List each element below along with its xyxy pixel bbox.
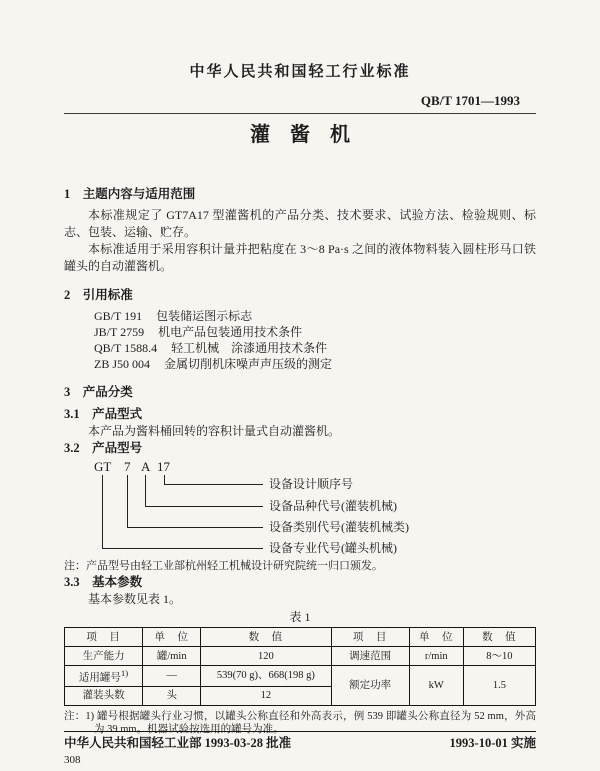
section-3-3-heading: 3.3 基本参数 <box>64 575 143 589</box>
table-cell: 调速范围 <box>331 647 409 666</box>
basic-parameters-table <box>64 627 536 706</box>
diagram-label: 设备类别代号(灌装机械类) <box>269 520 409 534</box>
footer-line <box>64 735 536 751</box>
diagram-label: 设备专业代号(罐头机械) <box>269 541 397 555</box>
page-footer <box>64 731 536 766</box>
table-row <box>65 666 536 687</box>
footer-rule <box>64 731 536 732</box>
table-header-cell: 数 值 <box>463 628 535 647</box>
diagram-label: 设备设计顺序号 <box>269 477 354 491</box>
table-cell: r/min <box>409 647 463 666</box>
implementation-text: 1993-10-01 实施 <box>449 736 536 750</box>
standard-type-title: 中华人民共和国轻工行业标准 <box>189 64 411 80</box>
table-cell: 120 <box>201 647 331 666</box>
section-1-heading: 1 主题内容与适用范围 <box>64 187 196 201</box>
reference-item <box>94 356 536 372</box>
table-cell: 罐/min <box>143 647 201 666</box>
table-cell <box>65 666 143 687</box>
standard-number: QB/T 1701—1993 <box>420 93 520 108</box>
reference-title: 轻工机械 涂漆通用技术条件 <box>171 341 328 355</box>
table-caption: 表 1 <box>289 610 311 624</box>
reference-code: ZB J50 004 <box>94 357 151 371</box>
table-header-cell: 项 目 <box>331 628 409 647</box>
reference-title: 金属切削机床噪声声压级的测定 <box>164 357 333 371</box>
table-header-cell: 项 目 <box>65 628 143 647</box>
table-cell: 8～10 <box>463 647 535 666</box>
section-3-1-heading: 3.1 产品型式 <box>64 407 143 421</box>
table-cell: 1.5 <box>463 666 535 706</box>
table-cell: 12 <box>201 686 331 705</box>
reference-code: GB/T 191 <box>94 309 143 323</box>
model-code-segment: GT <box>94 459 112 474</box>
reference-item <box>94 340 536 356</box>
section-3-3-text: 基本参数见表 1。 <box>88 592 182 606</box>
document-title: 灌 酱 机 <box>250 124 350 146</box>
section-1-paragraph-1: 本标准规定了 GT7A17 型灌酱机的产品分类、技术要求、试验方法、检验规则、标志、包装、运输、贮存。 <box>64 208 536 239</box>
reference-code: QB/T 1588.4 <box>94 341 158 355</box>
cell-text: 适用罐号 <box>78 672 121 684</box>
section-2-heading: 2 引用标准 <box>64 288 133 302</box>
model-number-diagram <box>94 459 536 557</box>
model-code-segment: 7 <box>124 459 131 474</box>
header-rule <box>64 113 536 114</box>
reference-code: JB/T 2759 <box>94 325 145 339</box>
diagram-label: 设备品种代号(灌装机械) <box>269 499 397 513</box>
model-code-segment: 17 <box>157 459 170 474</box>
table-footnote: 注：1) 罐号根据罐头行业习惯，以罐头公称直径和外高表示，例 539 即罐头公称直径为 52 mm，外高为 39 mm。机器试验按选用的罐号为准。 <box>64 710 536 735</box>
table-cell: 灌装头数 <box>65 686 143 705</box>
table-cell: — <box>143 666 201 687</box>
table-cell: 额定功率 <box>331 666 409 706</box>
section-3-1-text: 本产品为酱料桶回转的容积计量式自动灌酱机。 <box>88 424 341 438</box>
table-header-cell: 单 位 <box>409 628 463 647</box>
section-3-heading: 3 产品分类 <box>64 385 133 399</box>
table-header-cell: 数 值 <box>201 628 331 647</box>
section-3-2-heading: 3.2 产品型号 <box>64 441 143 455</box>
table-cell: 539(70 g)、668(198 g) <box>201 666 331 687</box>
model-number-note: 注：产品型号由轻工业部杭州轻工机械设计研究院统一归口颁发。 <box>64 560 383 572</box>
reference-list <box>94 308 536 372</box>
connector-line <box>102 475 263 549</box>
footnote-marker: 1) <box>120 668 129 678</box>
reference-title: 机电产品包装通用技术条件 <box>158 325 303 339</box>
table-cell: 头 <box>143 686 201 705</box>
page-number: 308 <box>64 754 81 766</box>
approval-text: 中华人民共和国轻工业部 1993-03-28 批准 <box>64 736 292 750</box>
table-cell: 生产能力 <box>65 647 143 666</box>
reference-item <box>94 308 536 324</box>
section-1-paragraph-2: 本标准适用于采用容积计量并把粘度在 3～8 Pa·s 之间的液体物料装入圆柱形马口铁罐头的自动灌酱机。 <box>64 242 536 273</box>
reference-title: 包装储运图示标志 <box>156 309 253 323</box>
table-row <box>65 647 536 666</box>
table-header-cell: 单 位 <box>143 628 201 647</box>
table-cell: kW <box>409 666 463 706</box>
model-code-segment: A <box>141 459 151 474</box>
table-header-row <box>65 628 536 647</box>
reference-item <box>94 324 536 340</box>
